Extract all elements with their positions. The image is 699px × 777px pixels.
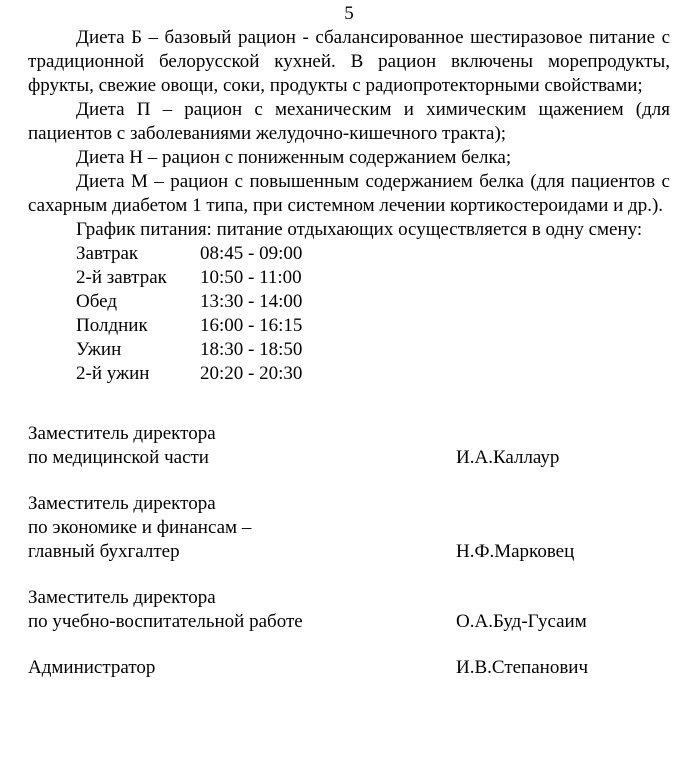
meal-time: 10:50 - 11:00	[200, 267, 302, 288]
schedule-row-lunch	[76, 290, 670, 314]
signature-title-line	[28, 656, 670, 680]
signature-title-line: Заместитель директора	[28, 423, 216, 444]
signature-name: Н.Ф.Марковец	[456, 541, 575, 562]
signature-title-line: Заместитель директора	[28, 493, 216, 514]
signature-name: И.В.Степанович	[456, 657, 589, 678]
signature-title-line	[28, 610, 670, 634]
meal-time: 08:45 - 09:00	[200, 243, 303, 264]
signature-block-medical-deputy	[28, 422, 670, 470]
signatures-section	[28, 422, 670, 680]
meal-name: Ужин	[76, 339, 122, 360]
paragraph-diet-m: Диета М – рацион с повышенным содержанием белка (для пациентов с сахарным диабетом 1 типа, при системном лечении кортикостероидами и др.).	[28, 171, 670, 216]
signature-title-line: по экономике и финансам –	[28, 517, 252, 538]
meal-name: Полдник	[76, 315, 148, 336]
paragraph-diet-b: Диета Б – базовый рацион - сбалансированное шестиразовое питание с традиционной белорусской кухней. В рацион включены морепродукты, фрукты, свежие овощи, соки, продукты с радиопротекторными свойствами;	[28, 27, 670, 96]
signature-title-text: главный бухгалтер	[28, 541, 180, 562]
meal-name: Обед	[76, 291, 117, 312]
schedule-row-breakfast	[76, 242, 670, 266]
signature-title-text: по учебно-воспитательной работе	[28, 611, 303, 632]
paragraph-diet-n: Диета Н – рацион с пониженным содержанием белка;	[76, 147, 512, 168]
schedule-row-second-breakfast	[76, 266, 670, 290]
signature-name: О.А.Буд-Гусаим	[456, 611, 587, 632]
meal-time: 20:20 - 20:30	[200, 363, 303, 384]
signature-title-text: по медицинской части	[28, 447, 209, 468]
schedule-row-afternoon-snack	[76, 314, 670, 338]
signature-block-finance-deputy	[28, 492, 670, 564]
signature-block-administrator	[28, 656, 670, 680]
signature-title-line	[28, 540, 670, 564]
signature-name: И.А.Каллаур	[456, 447, 560, 468]
signature-block-education-deputy	[28, 586, 670, 634]
meal-schedule	[28, 242, 670, 386]
meal-time: 18:30 - 18:50	[200, 339, 303, 360]
meal-time: 13:30 - 14:00	[200, 291, 303, 312]
schedule-row-dinner	[76, 338, 670, 362]
meal-time: 16:00 - 16:15	[200, 315, 303, 336]
paragraph-meal-schedule-intro: График питания: питание отдыхающих осуществляется в одну смену:	[76, 219, 643, 240]
meal-name: 2-й завтрак	[76, 267, 167, 288]
signature-title-line: Заместитель директора	[28, 587, 216, 608]
meal-name: 2-й ужин	[76, 363, 150, 384]
meal-name: Завтрак	[76, 243, 139, 264]
signature-title-line	[28, 446, 670, 470]
paragraph-diet-p: Диета П – рацион с механическим и химическим щажением (для пациентов с заболеваниями желудочно-кишечного тракта);	[28, 99, 670, 144]
signature-title-text: Администратор	[28, 657, 156, 678]
schedule-row-second-dinner	[76, 362, 670, 386]
page-number: 5	[344, 3, 354, 24]
